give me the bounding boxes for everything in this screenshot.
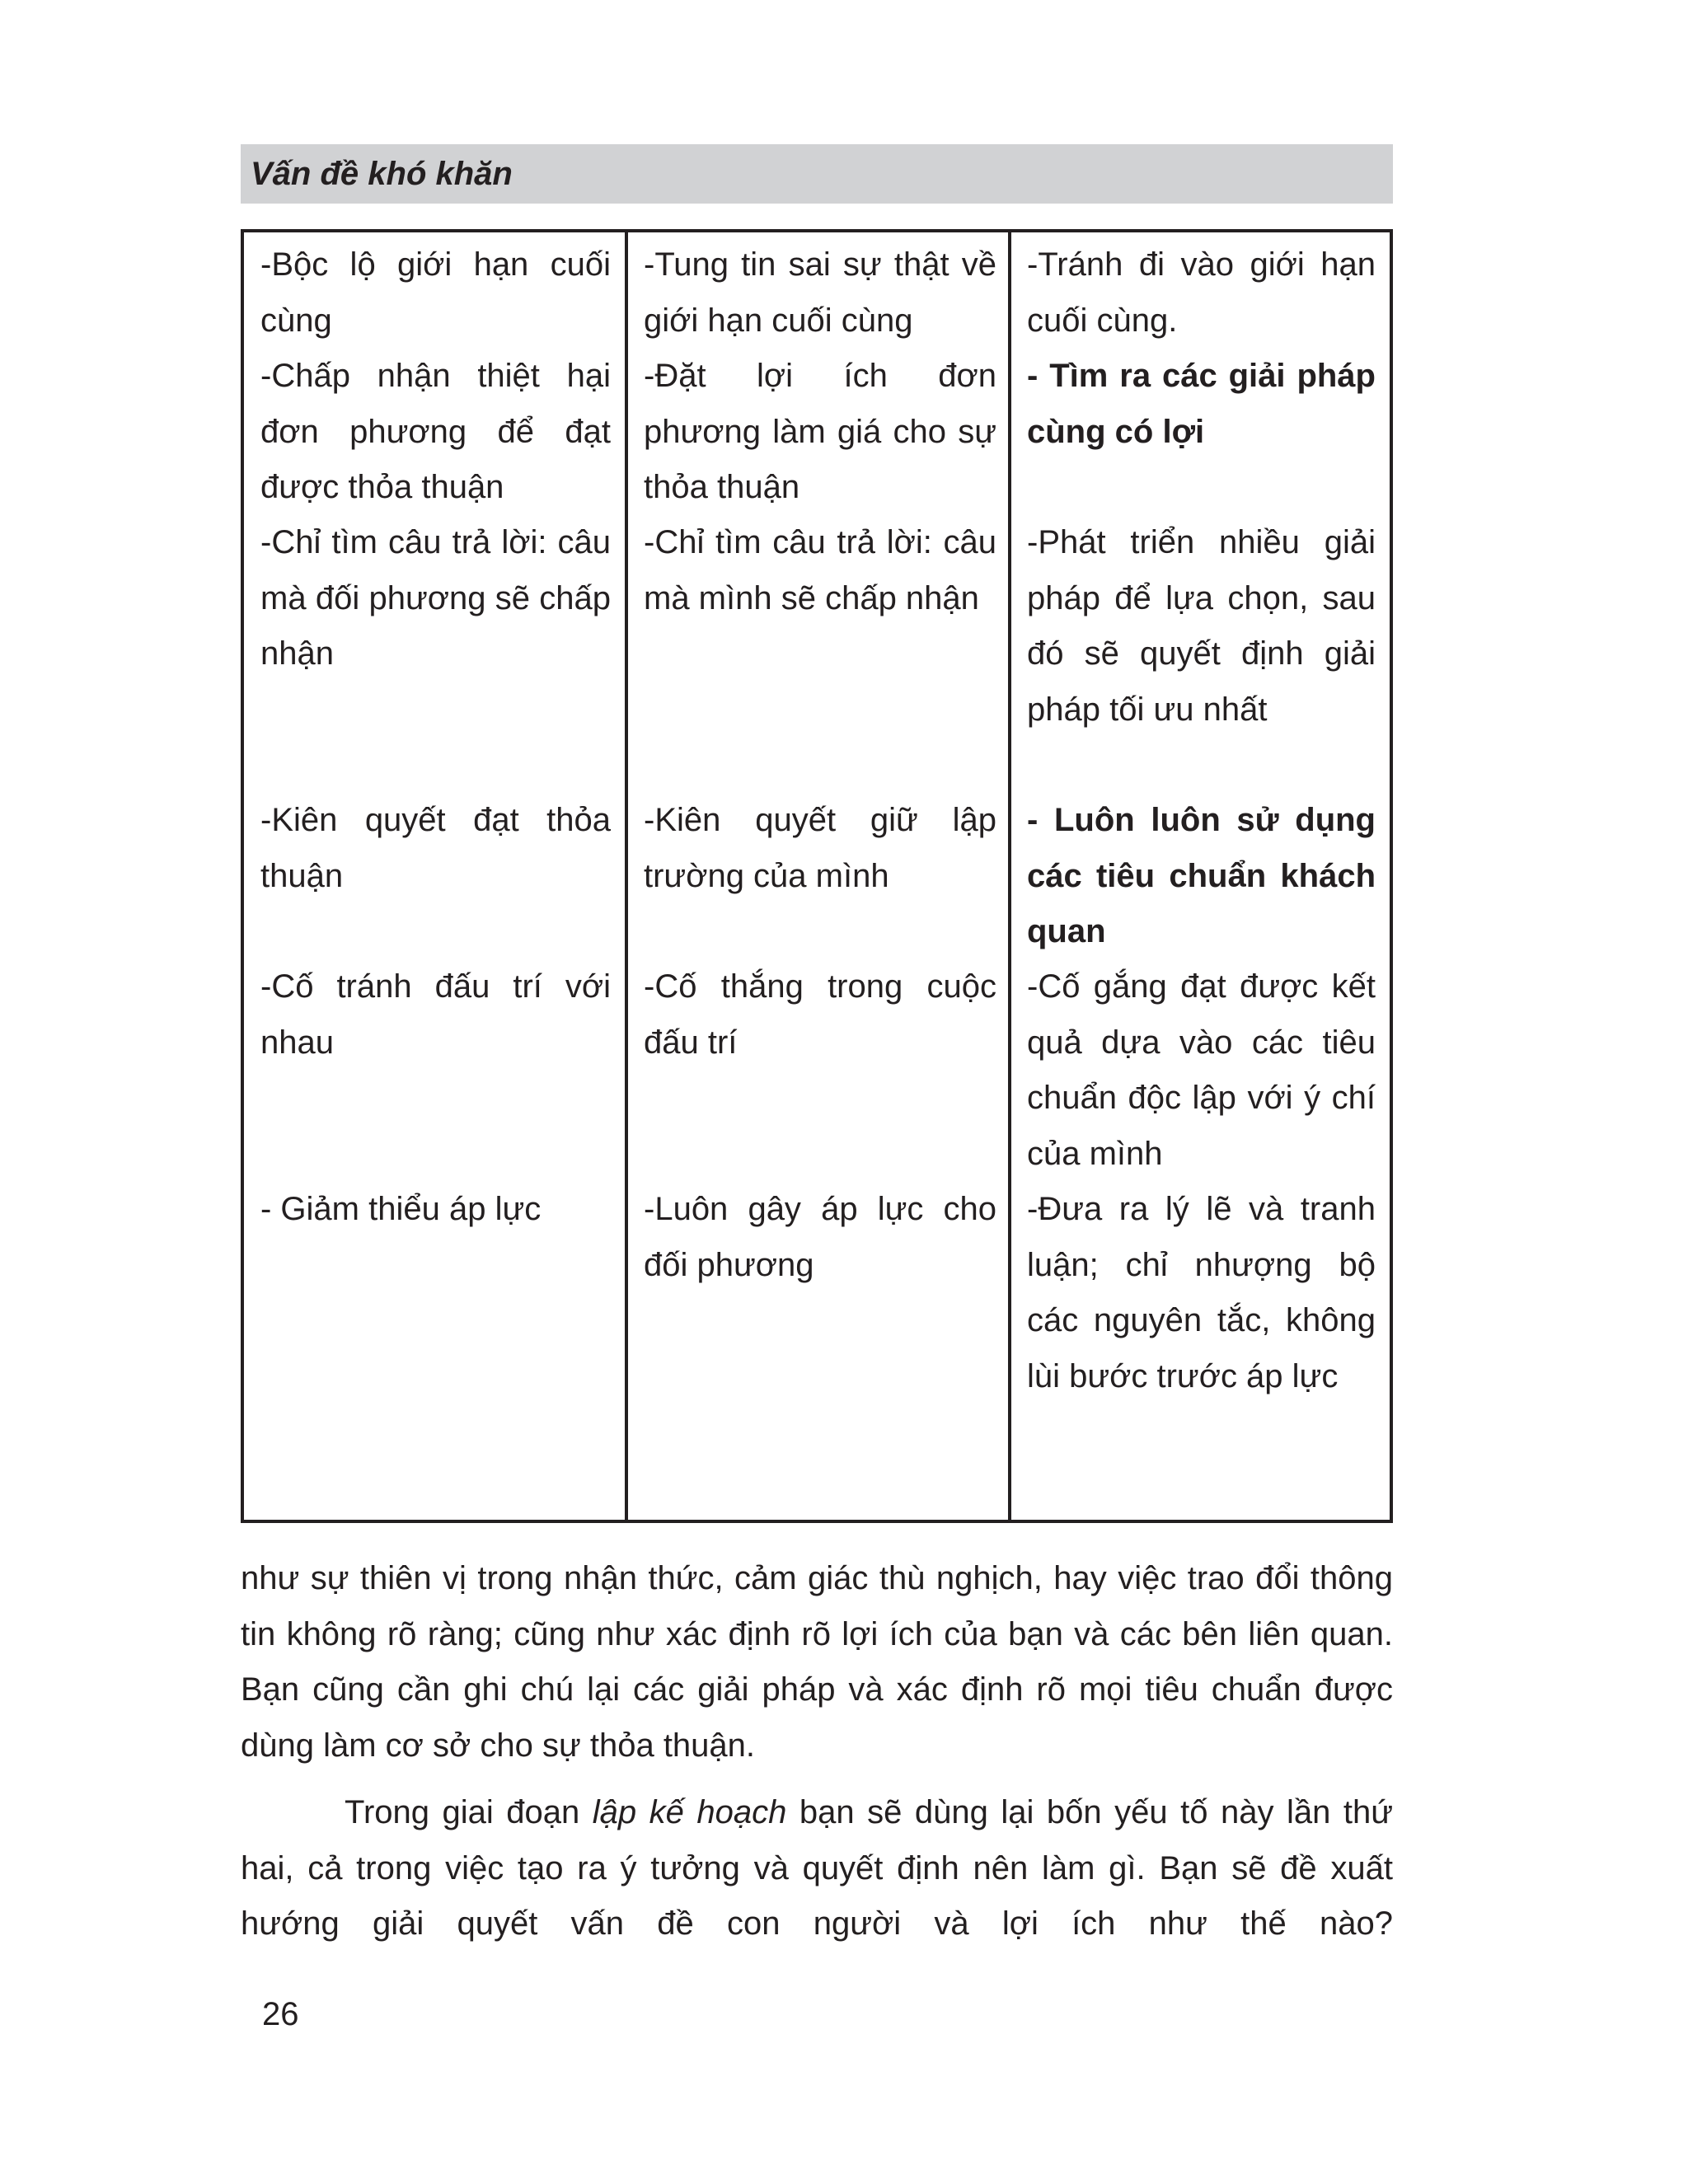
table-cell: -Phát triển nhiều giải pháp để lựa chọn, sau đó sẽ quyết định giải pháp tối ưu nhất (1027, 524, 1376, 728)
table-cell: -Đưa ra lý lẽ và tranh luận; chỉ nhượng bộ các nguyên tắc, không lùi bước trước áp lực (1027, 1191, 1376, 1394)
body-paragraph (241, 1785, 1393, 1952)
table-cell: -Đặt lợi ích đơn phương làm giá cho sự thỏa thuận (644, 358, 996, 505)
column-divider (1008, 232, 1011, 1520)
table-cell: -Cố gắng đạt được kết quả dựa vào các tiêu chuẩn độc lập với ý chí của mình (1027, 968, 1376, 1172)
table-cell: -Kiên quyết đạt thỏa thuận (260, 802, 611, 894)
table-cell: -Chấp nhận thiệt hại đơn phương để đạt được thỏa thuận (260, 358, 611, 505)
table-cell: -Tung tin sai sự thật về giới hạn cuối cùng (644, 246, 996, 339)
comparison-table (241, 229, 1393, 1523)
table-header-bar (241, 144, 1393, 204)
table-cell: -Kiên quyết giữ lập trường của mình (644, 802, 996, 894)
table-cell: -Cố tránh đấu trí với nhau (260, 968, 611, 1061)
table-cell: -Cố thắng trong cuộc đấu trí (644, 968, 996, 1061)
table-header-title: Vấn đề khó khăn (251, 155, 513, 192)
table-cell: -Luôn gây áp lực cho đối phương (644, 1191, 996, 1283)
body-paragraph: như sự thiên vị trong nhận thức, cảm giác thù nghịch, hay việc trao đổi thông tin không rõ ràng; cũng như xác định rõ lợi ích của bạn và các bên liên quan. Bạn cũng cần ghi chú lại các giải pháp và xác định rõ mọi tiêu chuẩn được dùng làm cơ sở cho sự thỏa thuận. (241, 1560, 1393, 1764)
table-cell: - Luôn luôn sử dụng các tiêu chuẩn khách quan (1027, 802, 1376, 949)
column-divider (625, 232, 628, 1520)
paragraph-text: bạn sẽ dùng lại bốn yếu tố này lần thứ hai, cả trong việc tạo ra ý tưởng và quyết định nên làm gì. Bạn sẽ đề xuất hướng giải quyết vấn đề con người và lợi ích như thế nào? (241, 1794, 1393, 1942)
table-cell: -Tránh đi vào giới hạn cuối cùng. (1027, 246, 1376, 339)
page-number: 26 (262, 1996, 299, 2032)
table-cell: - Tìm ra các giải pháp cùng có lợi (1027, 358, 1376, 450)
table-cell: -Bộc lộ giới hạn cuối cùng (260, 246, 611, 339)
table-cell: -Chỉ tìm câu trả lời: câu mà đối phương sẽ chấp nhận (260, 524, 611, 672)
table-cell: - Giảm thiểu áp lực (260, 1191, 542, 1227)
table-cell: -Chỉ tìm câu trả lời: câu mà mình sẽ chấp nhận (644, 524, 996, 616)
paragraph-text: Trong giai đoạn (345, 1794, 593, 1830)
emphasis-text: lập kế hoạch (592, 1794, 787, 1830)
